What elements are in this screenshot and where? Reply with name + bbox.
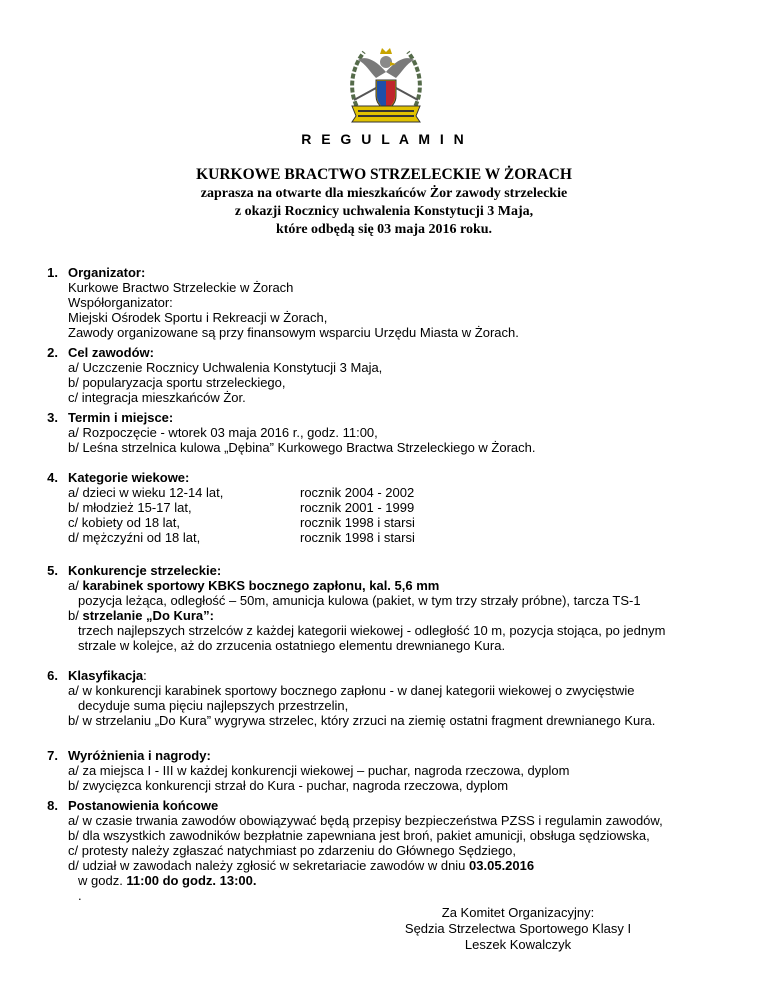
item-prefix: b/ xyxy=(68,608,83,623)
category-label: d/ mężczyźni od 18 lat, xyxy=(68,530,201,545)
section-competitions xyxy=(18,563,748,653)
section-line: Kurkowe Bractwo Strzeleckie w Żorach xyxy=(68,280,294,295)
section-number: 7. xyxy=(47,748,58,763)
section-date-place xyxy=(18,410,748,455)
signature-line-1: Za Komitet Organizacyjny: xyxy=(441,905,595,920)
category-year: rocznik 2001 - 1999 xyxy=(300,500,415,515)
category-year: rocznik 2004 - 2002 xyxy=(300,485,415,500)
section-line: c/ integracja mieszkańców Żor. xyxy=(68,390,246,405)
trailing-dot: . xyxy=(78,888,82,903)
section-final-provisions xyxy=(18,798,748,903)
category-row xyxy=(68,485,748,500)
intro-line-3: które odbędą się 03 maja 2016 roku. xyxy=(275,222,493,237)
organization-name: KURKOWE BRACTWO STRZELECKIE W ŻORACH xyxy=(196,166,572,183)
section-heading: Wyróżnienia i nagrody: xyxy=(68,748,211,763)
category-year: rocznik 1998 i starsi xyxy=(300,530,415,545)
section-heading: Termin i miejsce: xyxy=(68,410,174,425)
section-line: b/ dla wszystkich zawodników bezpłatnie zapewniana jest broń, pakiet amunicji, obsługa sędziowska, xyxy=(68,828,650,843)
registration-text: d/ udział w zawodach należy zgłosić w sekretariacie zawodów w dniu xyxy=(68,858,470,873)
section-heading: Postanowienia końcowe xyxy=(68,798,219,813)
registration-line xyxy=(68,858,748,873)
section-heading: Kategorie wiekowe: xyxy=(68,470,190,485)
section-line: a/ w konkurencji karabinek sportowy bocznego zapłonu - w danej kategorii wiekowej o zwycięstwie xyxy=(68,683,635,698)
category-label: b/ młodzież 15-17 lat, xyxy=(68,500,192,515)
competition-a xyxy=(68,578,748,593)
category-row xyxy=(68,500,748,515)
section-number: 3. xyxy=(47,410,58,425)
section-line: b/ zwycięzca konkurencji strzał do Kura - puchar, nagroda rzeczowa, dyplom xyxy=(68,778,509,793)
registration-hours-line xyxy=(68,873,748,888)
section-heading: Konkurencje strzeleckie: xyxy=(68,563,222,578)
competition-b-name: strzelanie „Do Kura”: xyxy=(82,608,214,623)
section-line: Zawody organizowane są przy finansowym wsparciu Urzędu Miasta w Żorach. xyxy=(68,325,519,340)
section-number: 1. xyxy=(47,265,58,280)
section-line: b/ w strzelaniu „Do Kura” wygrywa strzelec, który zrzuci na ziemię ostatni fragment drewnianego Kura. xyxy=(68,713,656,728)
category-row xyxy=(68,530,748,545)
signature-line-3: Leszek Kowalczyk xyxy=(464,937,572,952)
competition-a-name: karabinek sportowy KBKS bocznego zapłonu, kal. 5,6 mm xyxy=(82,578,440,593)
document-title: R E G U L A M I N xyxy=(301,131,467,147)
competition-a-description: pozycja leżąca, odległość – 50m, amunicja kulowa (pakiet, w tym trzy strzały próbne), tarcza TS-1 xyxy=(78,593,641,608)
section-number: 2. xyxy=(47,345,58,360)
section-awards xyxy=(18,748,748,793)
emblem-eagle-shield-icon xyxy=(346,42,426,126)
section-organizer xyxy=(18,265,748,340)
competition-b-description-2: strzale w kolejce, aż do zrzucenia ostatniego elementu drewnianego Kura. xyxy=(78,638,506,653)
category-label: a/ dzieci w wieku 12-14 lat, xyxy=(68,485,224,500)
category-row xyxy=(68,515,748,530)
section-heading-line xyxy=(68,668,748,683)
item-prefix: a/ xyxy=(68,578,83,593)
section-heading: Organizator: xyxy=(68,265,146,280)
registration-hours: 11:00 do godz. 13:00. xyxy=(126,873,257,888)
section-line: a/ Uczczenie Rocznicy Uchwalenia Konstytucji 3 Maja, xyxy=(68,360,383,375)
section-line: Współorganizator: xyxy=(68,295,173,310)
section-number: 4. xyxy=(47,470,58,485)
section-line: c/ protesty należy zgłaszać natychmiast po zdarzeniu do Głównego Sędziego, xyxy=(68,843,517,858)
section-line: a/ Rozpoczęcie - wtorek 03 maja 2016 r., godz. 11:00, xyxy=(68,425,378,440)
section-classification xyxy=(18,668,748,728)
signature-line-2: Sędzia Strzelectwa Sportowego Klasy I xyxy=(404,921,632,936)
section-line: b/ popularyzacja sportu strzeleckiego, xyxy=(68,375,286,390)
section-number: 6. xyxy=(47,668,58,683)
section-heading: Cel zawodów: xyxy=(68,345,154,360)
section-goal xyxy=(18,345,748,405)
signature-block xyxy=(388,905,648,953)
section-age-categories xyxy=(18,470,748,545)
intro-line-2: z okazji Rocznicy uchwalenia Konstytucji 3 Maja, xyxy=(234,204,534,219)
section-number: 8. xyxy=(47,798,58,813)
registration-date: 03.05.2016 xyxy=(469,858,535,873)
invitation-header xyxy=(0,165,768,239)
intro-line-1: zaprasza na otwarte dla mieszkańców Żor zawody strzeleckie xyxy=(200,186,568,201)
competition-b-description-1: trzech najlepszych strzelców z każdej kategorii wiekowej - odległość 10 m, pozycja stojąca, po jednym xyxy=(78,623,666,638)
section-heading: Klasyfikacja xyxy=(68,668,144,683)
section-line: b/ Leśna strzelnica kulowa „Dębina” Kurkowego Bractwa Strzeleckiego w Żorach. xyxy=(68,440,536,455)
section-line: Miejski Ośrodek Sportu i Rekreacji w Żorach, xyxy=(68,310,328,325)
category-year: rocznik 1998 i starsi xyxy=(300,515,415,530)
section-line: a/ za miejsca I - III w każdej konkurencji wiekowej – puchar, nagroda rzeczowa, dyplom xyxy=(68,763,570,778)
section-line: a/ w czasie trwania zawodów obowiązywać będą przepisy bezpieczeństwa PZSS i regulamin zawodów, xyxy=(68,813,663,828)
competition-b xyxy=(68,608,748,623)
section-number: 5. xyxy=(47,563,58,578)
category-label: c/ kobiety od 18 lat, xyxy=(68,515,181,530)
registration-hours-prefix: w godz. xyxy=(78,873,127,888)
section-line: decyduje suma pięciu najlepszych przestrzelin, xyxy=(78,698,349,713)
heading-colon: : xyxy=(143,668,147,683)
